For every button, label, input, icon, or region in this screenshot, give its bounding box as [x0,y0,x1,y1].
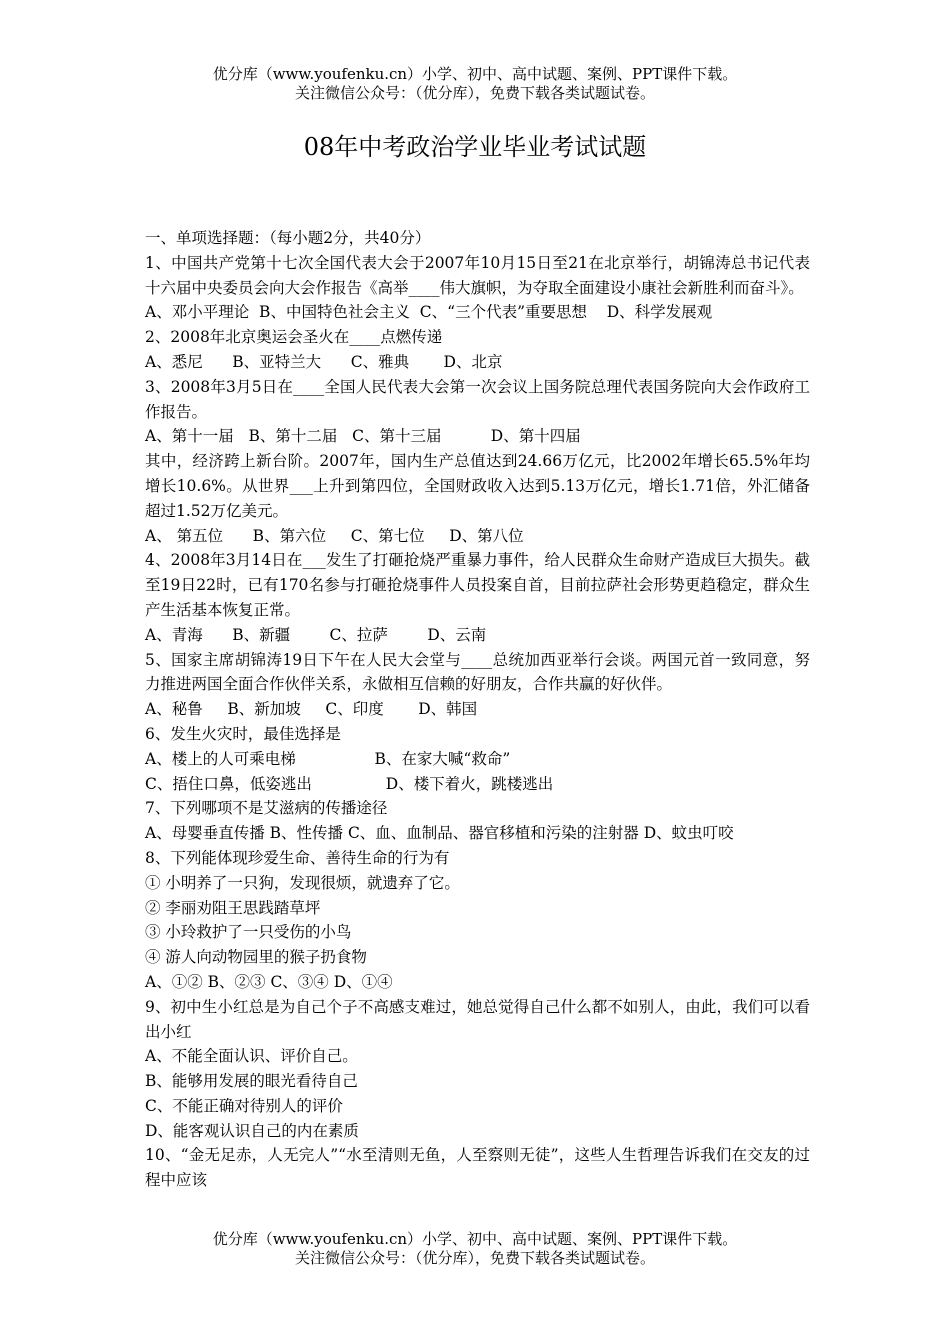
question-1-options: A、邓小平理论 B、中国特色社会主义 C、“三个代表”重要思想 D、科学发展观 [145,303,713,322]
question-8-item-2: ② 李丽劝阻王思践踏草坪 [145,898,321,917]
question-9-option-a: A、不能全面认识、评价自己。 [145,1047,358,1066]
question-1: 1、中国共产党第十七次全国代表大会于2007年10月15日至21在北京举行，胡锦涛总书记代表十六届中央委员会向大会作报告《高举____伟大旗帜，为夺取全面建设小康社会新胜利而奋斗》。 [145,253,810,297]
question-8-item-1: ① 小明养了一只狗，发现很烦，就遗弃了它。 [145,873,460,892]
question-6: 6、发生火灾时，最佳选择是 [145,724,341,743]
question-3: 3、2008年3月5日在____全国人民代表大会第一次会议上国务院总理代表国务院向大会作政府工作报告。 [145,377,810,421]
question-10: 10、“金无足赤，人无完人”“水至清则无鱼，人至察则无徒”，这些人生哲理告诉我们在交友的过程中应该 [145,1146,810,1190]
page-title: 08年中考政治学业毕业考试试题 [303,133,647,161]
question-2: 2、2008年北京奥运会圣火在____点燃传递 [145,328,443,347]
question-5-options: A、秘鲁 B、新加坡 C、印度 D、韩国 [145,700,478,719]
question-6-options-ab: A、楼上的人可乘电梯 B、在家大喊“救命” [145,749,511,768]
question-4: 4、2008年3月14日在___发生了打砸抢烧严重暴力事件，给人民群众生命财产造成巨大损失。截至19日22时，已有170名参与打砸抢烧事件人员投案自首，目前拉萨社会形势更趋稳定，群众生产生活基本恢复正常。 [145,551,810,619]
question-7: 7、下列哪项不是艾滋病的传播途径 [145,799,388,818]
footer-line-2: 关注微信公众号：（优分库），免费下载各类试题试卷。 [294,1249,655,1267]
question-8-item-3: ③ 小玲救护了一只受伤的小鸟 [145,923,352,942]
question-6-options-cd: C、捂住口鼻，低姿逃出 D、楼下着火，跳楼逃出 [145,774,554,793]
section-heading: 一、单项选择题：（每小题2分，共40分） [145,229,431,247]
question-8-item-4: ④ 游人向动物园里的猴子扔食物 [145,948,367,967]
question-9: 9、初中生小红总是为自己个子不高感支难过，她总觉得自己什么都不如别人，由此，我们可以看出小红 [145,997,810,1041]
question-3-options: A、第十一届 B、第十二届 C、第十三届 D、第十四届 [145,427,581,446]
question-2-options: A、悉尼 B、亚特兰大 C、雅典 D、北京 [145,352,503,371]
question-7-options: A、母婴垂直传播 B、性传播 C、血、血制品、器官移植和污染的注射器 D、蚊虫叮咬 [145,824,734,843]
question-9-option-d: D、能客观认识自己的内在素质 [145,1121,359,1140]
header-line-1: 优分库（www.youfenku.cn）小学、初中、高中试题、案例、PPT课件下载。 [212,65,738,83]
page-footer [0,1230,950,1268]
question-5: 5、国家主席胡锦涛19日下午在人民大会堂与____总统加西亚举行会谈。两国元首一致同意，努力推进两国全面合作伙伴关系，永做相互信赖的好朋友，合作共赢的好伙伴。 [145,650,810,694]
page-header [0,65,950,103]
question-4-options: A、青海 B、新疆 C、拉萨 D、云南 [145,625,487,644]
exam-content [145,226,810,1193]
question-8: 8、下列能体现珍爱生命、善待生命的行为有 [145,848,450,867]
question-3b: 其中，经济跨上新台阶。2007年，国内生产总值达到24.66万亿元，比2002年增长65.5%年均增长10.6%。从世界___上升到第四位，全国财政收入达到5.13万亿元，增长1.71倍，外汇储备超过1.52万亿美元。 [145,452,810,520]
question-9-option-c: C、不能正确对待别人的评价 [145,1096,343,1115]
question-9-option-b: B、能够用发展的眼光看待自己 [145,1072,358,1091]
footer-line-1: 优分库（www.youfenku.cn）小学、初中、高中试题、案例、PPT课件下载。 [212,1230,738,1248]
header-line-2: 关注微信公众号：（优分库），免费下载各类试题试卷。 [294,84,655,102]
question-3b-options: A、 第五位 B、第六位 C、第七位 D、第八位 [145,526,524,545]
question-8-options: A、①② B、②③ C、③④ D、①④ [145,972,393,991]
